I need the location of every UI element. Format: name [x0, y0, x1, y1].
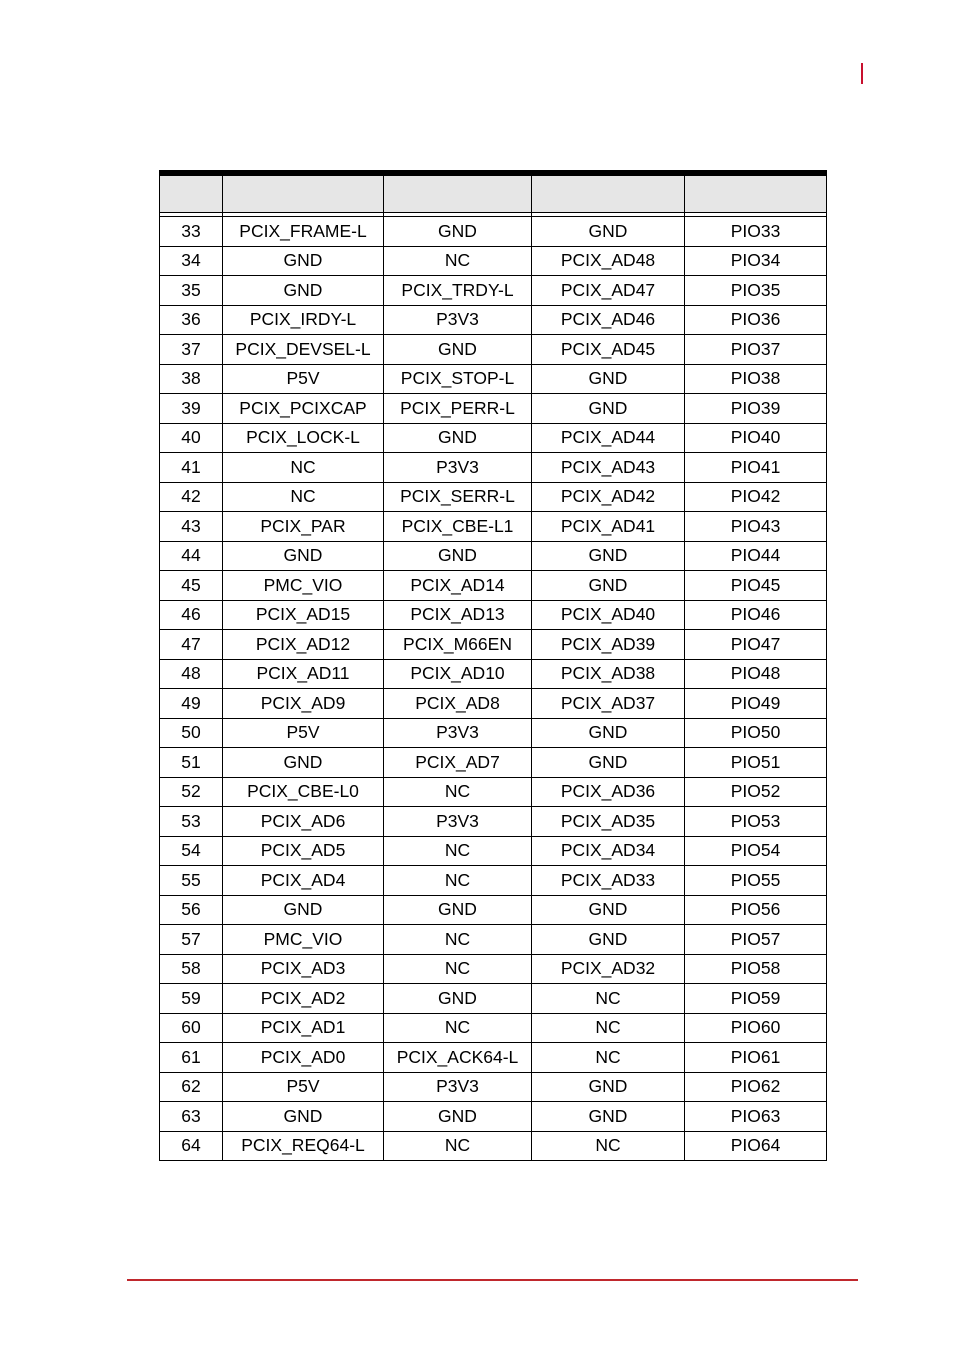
table-row — [160, 246, 827, 276]
footer-rule — [127, 1279, 858, 1281]
pin-number-cell: 62 — [160, 1072, 223, 1102]
signal-cell: PIO39 — [685, 394, 827, 424]
signal-cell: P3V3 — [384, 453, 532, 483]
signal-cell: P3V3 — [384, 807, 532, 837]
pin-number-cell: 53 — [160, 807, 223, 837]
signal-cell: PCIX_AD38 — [532, 659, 685, 689]
pin-number-cell: 43 — [160, 512, 223, 542]
signal-cell: GND — [223, 246, 384, 276]
signal-cell: P5V — [223, 718, 384, 748]
signal-cell: P3V3 — [384, 718, 532, 748]
pin-number-cell: 44 — [160, 541, 223, 571]
pin-number-cell: 33 — [160, 217, 223, 247]
table-row — [160, 748, 827, 778]
signal-cell: PCIX_AD2 — [223, 984, 384, 1014]
signal-cell: PCIX_AD39 — [532, 630, 685, 660]
signal-cell: PCIX_AD12 — [223, 630, 384, 660]
table-row — [160, 630, 827, 660]
signal-cell: PCIX_AD11 — [223, 659, 384, 689]
signal-cell: PIO43 — [685, 512, 827, 542]
table-row — [160, 1043, 827, 1073]
signal-cell: P5V — [223, 364, 384, 394]
signal-cell: NC — [223, 482, 384, 512]
pin-number-cell: 42 — [160, 482, 223, 512]
pin-number-cell: 51 — [160, 748, 223, 778]
signal-cell: NC — [384, 1131, 532, 1161]
signal-cell: NC — [384, 866, 532, 896]
table-row — [160, 217, 827, 247]
table-row — [160, 1102, 827, 1132]
signal-cell: PIO58 — [685, 954, 827, 984]
signal-cell: GND — [532, 718, 685, 748]
signal-cell: PIO37 — [685, 335, 827, 365]
pin-number-cell: 35 — [160, 276, 223, 306]
pin-number-cell: 64 — [160, 1131, 223, 1161]
pin-number-cell: 39 — [160, 394, 223, 424]
signal-cell: NC — [384, 925, 532, 955]
signal-cell: PIO45 — [685, 571, 827, 601]
signal-cell: PIO56 — [685, 895, 827, 925]
table-row — [160, 276, 827, 306]
signal-cell: PCIX_AD37 — [532, 689, 685, 719]
signal-cell: PIO47 — [685, 630, 827, 660]
table-row — [160, 423, 827, 453]
header-cell-column-d — [685, 173, 827, 213]
signal-cell: GND — [223, 541, 384, 571]
signal-cell: P3V3 — [384, 1072, 532, 1102]
table-header — [160, 173, 827, 213]
signal-cell: PIO34 — [685, 246, 827, 276]
signal-cell: PIO48 — [685, 659, 827, 689]
signal-cell: PCIX_AD35 — [532, 807, 685, 837]
signal-cell: PIO44 — [685, 541, 827, 571]
signal-cell: PMC_VIO — [223, 571, 384, 601]
signal-cell: PCIX_AD1 — [223, 1013, 384, 1043]
signal-cell: GND — [223, 748, 384, 778]
table-row — [160, 482, 827, 512]
pin-number-cell: 56 — [160, 895, 223, 925]
signal-cell: NC — [384, 777, 532, 807]
signal-cell: GND — [532, 925, 685, 955]
signal-cell: GND — [384, 1102, 532, 1132]
signal-cell: PCIX_REQ64-L — [223, 1131, 384, 1161]
signal-cell: PCIX_IRDY-L — [223, 305, 384, 335]
signal-cell: PCIX_AD13 — [384, 600, 532, 630]
pin-number-cell: 41 — [160, 453, 223, 483]
signal-cell: PCIX_PCIXCAP — [223, 394, 384, 424]
signal-cell: PIO36 — [685, 305, 827, 335]
signal-cell: PCIX_AD47 — [532, 276, 685, 306]
signal-cell: PCIX_AD32 — [532, 954, 685, 984]
signal-cell: GND — [532, 394, 685, 424]
signal-cell: GND — [532, 748, 685, 778]
table-row — [160, 512, 827, 542]
header-accent-mark — [861, 63, 863, 84]
signal-cell: PCIX_AD44 — [532, 423, 685, 453]
table-row — [160, 866, 827, 896]
signal-cell: PCIX_DEVSEL-L — [223, 335, 384, 365]
signal-cell: PIO54 — [685, 836, 827, 866]
signal-cell: PCIX_PERR-L — [384, 394, 532, 424]
signal-cell: PCIX_AD14 — [384, 571, 532, 601]
signal-cell: PCIX_STOP-L — [384, 364, 532, 394]
pin-number-cell: 40 — [160, 423, 223, 453]
signal-cell: NC — [223, 453, 384, 483]
signal-cell: GND — [384, 541, 532, 571]
table-row — [160, 777, 827, 807]
signal-cell: PCIX_AD45 — [532, 335, 685, 365]
signal-cell: PCIX_FRAME-L — [223, 217, 384, 247]
table-row — [160, 1013, 827, 1043]
signal-cell: PIO59 — [685, 984, 827, 1014]
table-row — [160, 541, 827, 571]
table-row — [160, 305, 827, 335]
signal-cell: PIO61 — [685, 1043, 827, 1073]
pin-number-cell: 34 — [160, 246, 223, 276]
signal-cell: PIO38 — [685, 364, 827, 394]
signal-cell: GND — [532, 217, 685, 247]
signal-cell: GND — [532, 541, 685, 571]
table-row — [160, 453, 827, 483]
table-row — [160, 394, 827, 424]
table-body — [160, 213, 827, 1161]
signal-cell: GND — [384, 217, 532, 247]
table-row — [160, 895, 827, 925]
header-cell-column-b — [384, 173, 532, 213]
table-row — [160, 807, 827, 837]
signal-cell: GND — [532, 364, 685, 394]
signal-cell: PCIX_AD5 — [223, 836, 384, 866]
signal-cell: PCIX_AD9 — [223, 689, 384, 719]
signal-cell: PIO62 — [685, 1072, 827, 1102]
signal-cell: PCIX_AD7 — [384, 748, 532, 778]
signal-cell: GND — [384, 423, 532, 453]
signal-cell: PCIX_AD41 — [532, 512, 685, 542]
signal-cell: PCIX_TRDY-L — [384, 276, 532, 306]
table-row — [160, 659, 827, 689]
signal-cell: GND — [223, 895, 384, 925]
signal-cell: GND — [532, 895, 685, 925]
table-row — [160, 718, 827, 748]
signal-cell: PCIX_PAR — [223, 512, 384, 542]
table-row — [160, 836, 827, 866]
table-row — [160, 600, 827, 630]
pin-number-cell: 60 — [160, 1013, 223, 1043]
pin-number-cell: 38 — [160, 364, 223, 394]
pin-number-cell: 61 — [160, 1043, 223, 1073]
signal-cell: PIO46 — [685, 600, 827, 630]
signal-cell: PCIX_AD40 — [532, 600, 685, 630]
pin-number-cell: 46 — [160, 600, 223, 630]
signal-cell: PIO57 — [685, 925, 827, 955]
signal-cell: PCIX_AD0 — [223, 1043, 384, 1073]
pin-number-cell: 37 — [160, 335, 223, 365]
pin-assignment-table — [159, 170, 827, 1161]
signal-cell: PIO42 — [685, 482, 827, 512]
header-cell-column-a — [223, 173, 384, 213]
table-row — [160, 984, 827, 1014]
signal-cell: GND — [532, 571, 685, 601]
signal-cell: PCIX_AD10 — [384, 659, 532, 689]
pin-number-cell: 50 — [160, 718, 223, 748]
pin-number-cell: 49 — [160, 689, 223, 719]
pin-number-cell: 57 — [160, 925, 223, 955]
pin-number-cell: 36 — [160, 305, 223, 335]
signal-cell: PCIX_SERR-L — [384, 482, 532, 512]
pin-number-cell: 58 — [160, 954, 223, 984]
signal-cell: PCIX_M66EN — [384, 630, 532, 660]
pin-number-cell: 59 — [160, 984, 223, 1014]
signal-cell: PCIX_AD48 — [532, 246, 685, 276]
signal-cell: PIO40 — [685, 423, 827, 453]
signal-cell: P5V — [223, 1072, 384, 1102]
pin-number-cell: 45 — [160, 571, 223, 601]
signal-cell: GND — [384, 895, 532, 925]
table-row — [160, 954, 827, 984]
header-cell-column-c — [532, 173, 685, 213]
pin-number-cell: 54 — [160, 836, 223, 866]
signal-cell: PCIX_CBE-L0 — [223, 777, 384, 807]
signal-cell: NC — [532, 984, 685, 1014]
pin-number-cell: 52 — [160, 777, 223, 807]
header-cell-pin — [160, 173, 223, 213]
table-row — [160, 1131, 827, 1161]
signal-cell: NC — [532, 1131, 685, 1161]
header-row — [160, 173, 827, 213]
signal-cell: PMC_VIO — [223, 925, 384, 955]
signal-cell: PIO50 — [685, 718, 827, 748]
signal-cell: NC — [384, 246, 532, 276]
signal-cell: P3V3 — [384, 305, 532, 335]
signal-cell: NC — [384, 836, 532, 866]
signal-cell: PIO63 — [685, 1102, 827, 1132]
table-row — [160, 925, 827, 955]
signal-cell: PIO33 — [685, 217, 827, 247]
table-row — [160, 689, 827, 719]
signal-cell: PCIX_AD46 — [532, 305, 685, 335]
signal-cell: GND — [384, 335, 532, 365]
signal-cell: GND — [223, 276, 384, 306]
signal-cell: PIO55 — [685, 866, 827, 896]
signal-cell: NC — [532, 1043, 685, 1073]
signal-cell: PIO41 — [685, 453, 827, 483]
signal-cell: PCIX_AD33 — [532, 866, 685, 896]
table-row — [160, 571, 827, 601]
pin-number-cell: 63 — [160, 1102, 223, 1132]
signal-cell: PIO52 — [685, 777, 827, 807]
signal-cell: PIO49 — [685, 689, 827, 719]
pin-number-cell: 48 — [160, 659, 223, 689]
signal-cell: GND — [532, 1102, 685, 1132]
signal-cell: PCIX_AD15 — [223, 600, 384, 630]
signal-cell: GND — [532, 1072, 685, 1102]
signal-cell: PCIX_AD6 — [223, 807, 384, 837]
signal-cell: PCIX_AD36 — [532, 777, 685, 807]
signal-cell: PIO35 — [685, 276, 827, 306]
table-row — [160, 364, 827, 394]
signal-cell: PCIX_CBE-L1 — [384, 512, 532, 542]
signal-cell: NC — [384, 954, 532, 984]
signal-cell: NC — [384, 1013, 532, 1043]
signal-cell: PIO60 — [685, 1013, 827, 1043]
signal-cell: PCIX_AD4 — [223, 866, 384, 896]
table-row — [160, 335, 827, 365]
table-row — [160, 1072, 827, 1102]
signal-cell: GND — [223, 1102, 384, 1132]
signal-cell: PIO51 — [685, 748, 827, 778]
signal-cell: NC — [532, 1013, 685, 1043]
signal-cell: PCIX_ACK64-L — [384, 1043, 532, 1073]
signal-cell: PCIX_AD34 — [532, 836, 685, 866]
signal-cell: PCIX_AD8 — [384, 689, 532, 719]
signal-cell: PCIX_AD43 — [532, 453, 685, 483]
signal-cell: PIO53 — [685, 807, 827, 837]
signal-cell: PCIX_LOCK-L — [223, 423, 384, 453]
pin-number-cell: 47 — [160, 630, 223, 660]
signal-cell: GND — [384, 984, 532, 1014]
signal-cell: PCIX_AD42 — [532, 482, 685, 512]
pin-number-cell: 55 — [160, 866, 223, 896]
signal-cell: PIO64 — [685, 1131, 827, 1161]
signal-cell: PCIX_AD3 — [223, 954, 384, 984]
